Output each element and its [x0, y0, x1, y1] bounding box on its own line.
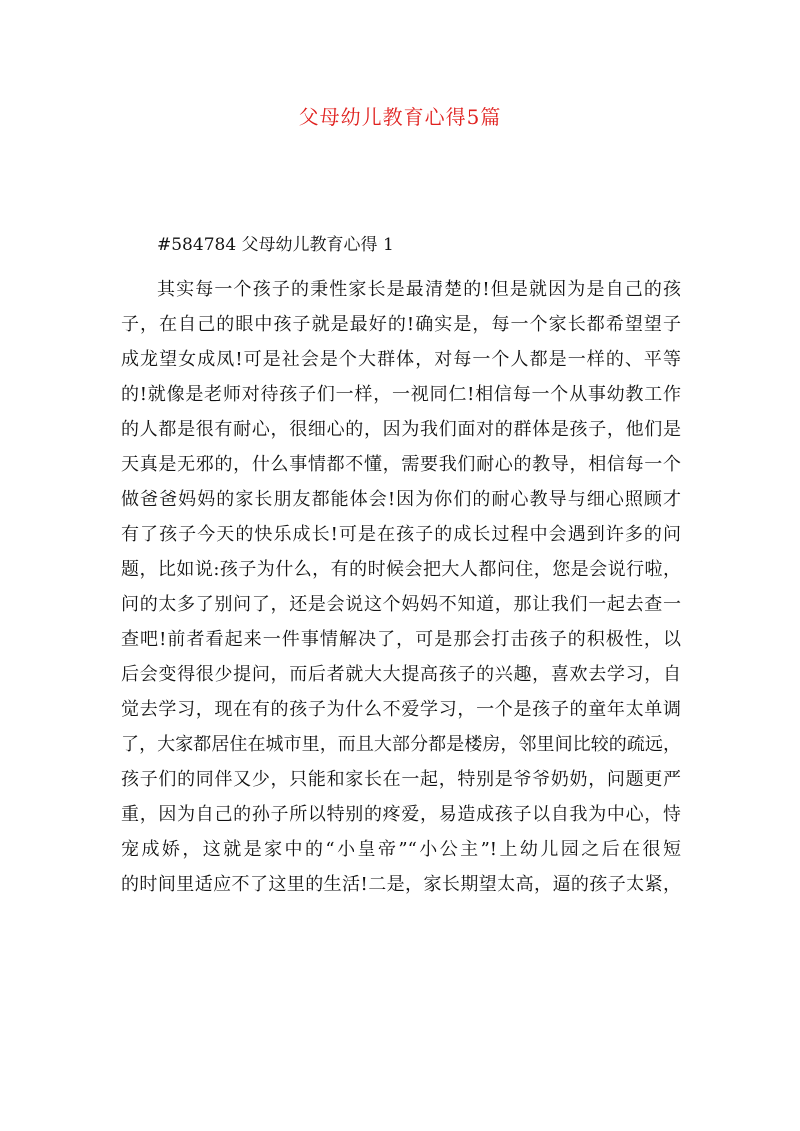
paragraph-line: 天真是无邪的，什么事情都不懂，需要我们耐心的教导，相信每一个 [121, 454, 681, 475]
paragraph-line: 的人都是很有耐心，很细心的，因为我们面对的群体是孩子，他们是 [121, 419, 681, 440]
document-title: 父母幼儿教育心得5篇 [298, 105, 502, 129]
paragraph-line: 有了孩子今天的快乐成长!可是在孩子的成长过程中会遇到许多的问 [121, 524, 681, 545]
paragraph-line: 了，大家都居住在城市里，而且大部分都是楼房，邻里间比较的疏远， [121, 734, 681, 755]
paragraph-line: 孩子们的同伴又少，只能和家长在一起，特别是爷爷奶奶，问题更严 [121, 769, 681, 790]
paragraph-line: 问的太多了别问了，还是会说这个妈妈不知道，那让我们一起去查一 [121, 594, 681, 615]
paragraph-line: 宠成娇，这就是家中的“小皇帝”“小公主”!上幼儿园之后在很短 [121, 839, 681, 860]
paragraph-line: 其实每一个孩子的秉性家长是最清楚的!但是就因为是自己的孩 [157, 279, 681, 300]
paragraph-line: 成龙望女成凤!可是社会是个大群体，对每一个人都是一样的、平等 [121, 349, 681, 370]
paragraph-line: 的时间里适应不了这里的生活!二是，家长期望太高，逼的孩子太紧， [121, 874, 681, 895]
paragraph-line: 的!就像是老师对待孩子们一样，一视同仁!相信每一个从事幼教工作 [121, 384, 681, 405]
paragraph-line: 重，因为自己的孙子所以特别的疼爱，易造成孩子以自我为中心，恃 [121, 804, 681, 825]
paragraph-line: 查吧!前者看起来一件事情解决了，可是那会打击孩子的积极性，以 [121, 629, 681, 650]
body-paragraph [121, 272, 681, 902]
paragraph-line: 题，比如说:孩子为什么，有的时候会把大人都问住，您是会说行啦， [121, 559, 681, 580]
paragraph-line: 后会变得很少提问，而后者就大大提高孩子的兴趣，喜欢去学习，自 [121, 664, 681, 685]
paragraph-line: 觉去学习，现在有的孩子为什么不爱学习，一个是孩子的童年太单调 [121, 699, 681, 720]
paragraph-line: 做爸爸妈妈的家长朋友都能体会!因为你们的耐心教导与细心照顾才 [121, 489, 681, 510]
paragraph-line: 子，在自己的眼中孩子就是最好的!确实是，每一个家长都希望望子 [121, 314, 681, 335]
section-heading: #584784 父母幼儿教育心得 1 [157, 235, 394, 255]
